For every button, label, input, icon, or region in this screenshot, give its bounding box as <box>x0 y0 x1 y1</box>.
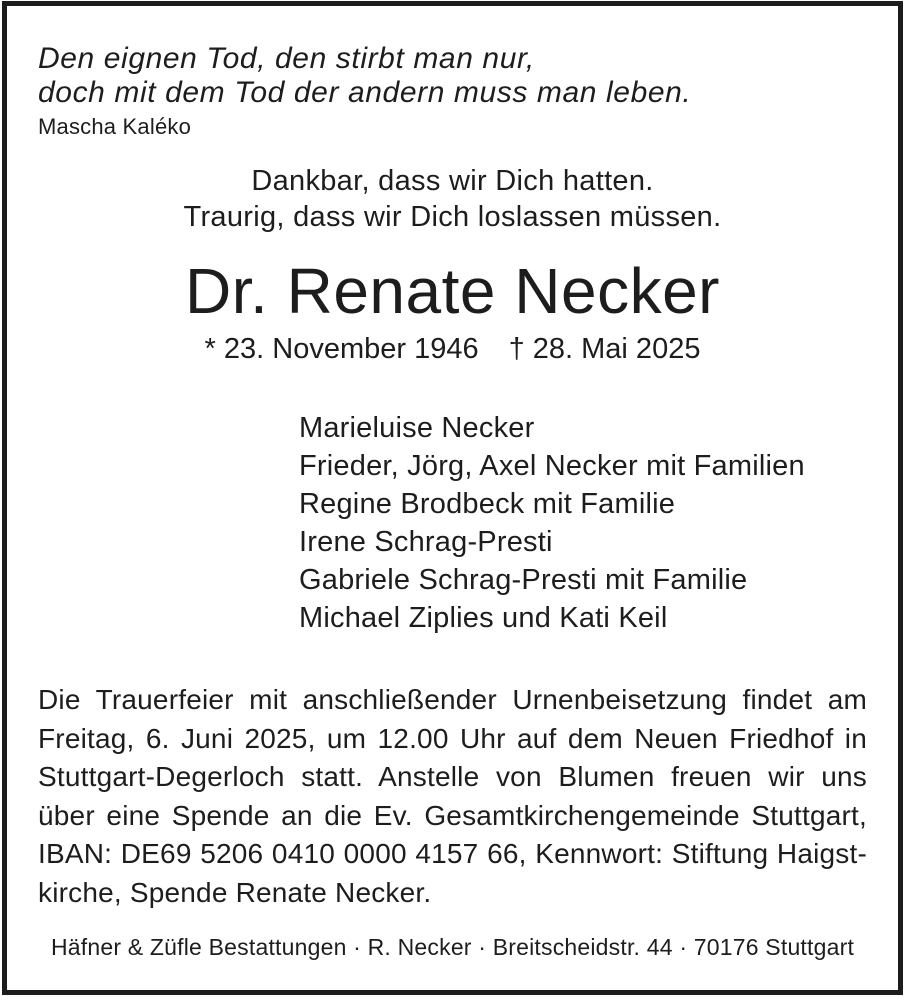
death-date: † 28. Mai 2025 <box>508 333 701 365</box>
quote-line: Den eignen Tod, den stirbt man nur, <box>38 42 535 75</box>
mourner-line: Irene Schrag-Presti <box>299 526 553 558</box>
mourner-line: Gabriele Schrag-Presti mit Familie <box>299 564 748 596</box>
announcement-line: Freitag, 6. Juni 2025, um 12.00 Uhr auf dem Neuen Friedhof in <box>38 722 867 754</box>
quote-line: doch mit dem Tod der andern muss man leben. <box>38 76 692 109</box>
funeral-home-imprint: Häfner & Züfle Bestattungen · R. Necker · Breitscheidstr. 44 · 70176 Stuttgart <box>50 934 855 960</box>
mourner-line: Regine Brodbeck mit Familie <box>299 488 676 520</box>
obituary-frame <box>2 1 903 995</box>
mourner-line: Michael Ziplies und Kati Keil <box>299 602 668 634</box>
quote-lines <box>38 42 867 110</box>
mourner-line: Frieder, Jörg, Axel Necker mit Familien <box>299 450 805 482</box>
announcement-justified-lines <box>38 681 867 874</box>
funeral-announcement <box>38 681 867 912</box>
announcement-line: IBAN: DE69 5206 0410 0000 4157 66, Kennwort: Stiftung Haigst- <box>38 838 867 869</box>
quote-attribution: Mascha Kaléko <box>38 114 192 139</box>
announcement-last-line: kirche, Spende Renate Necker. <box>38 876 432 908</box>
epigraph-quote <box>38 42 867 141</box>
announcement-line: über eine Spende an die Ev. Gesamtkirchengemeinde Stuttgart, <box>38 799 867 831</box>
announcement-line: Stuttgart-Degerloch statt. Anstelle von Blumen freuen wir uns <box>38 761 867 792</box>
mourners-list <box>38 409 867 637</box>
gratitude-line: Dankbar, dass wir Dich hatten. <box>251 165 654 197</box>
gratitude-lines <box>38 163 867 235</box>
gratitude-line: Traurig, dass wir Dich loslassen müssen. <box>183 201 722 233</box>
life-dates <box>38 331 867 367</box>
announcement-line: Die Trauerfeier mit anschließender Urnenbeisetzung findet am <box>38 684 867 715</box>
birth-date: * 23. November 1946 <box>204 333 479 365</box>
deceased-name: Dr. Renate Necker <box>185 255 720 327</box>
mourner-line: Marieluise Necker <box>299 412 535 444</box>
